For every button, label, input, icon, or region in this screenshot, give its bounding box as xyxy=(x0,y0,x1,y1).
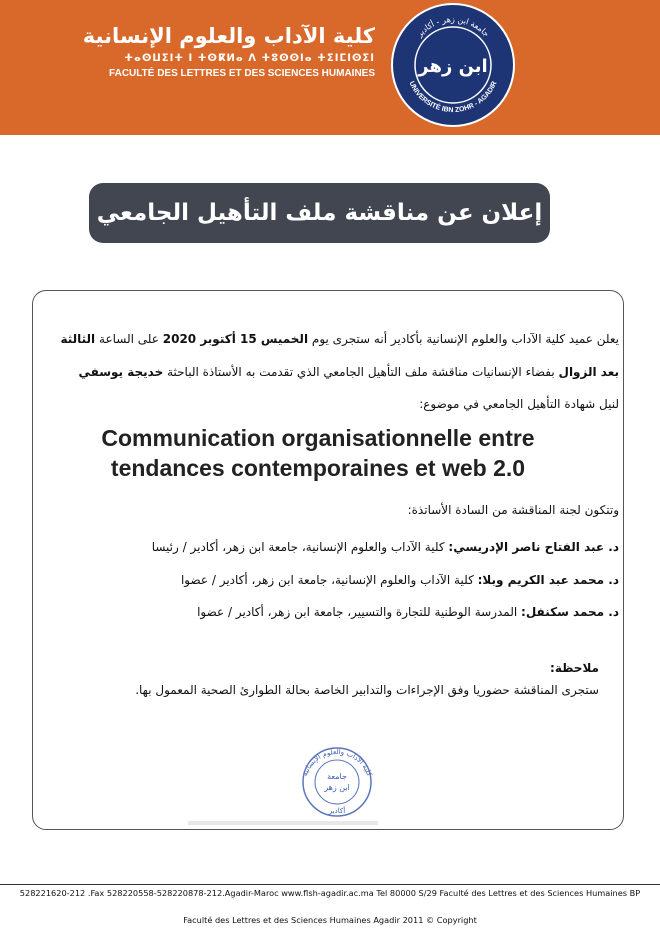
announcement-title-banner xyxy=(89,183,550,243)
seal-bottom-text: UNIVERSITÉ IBN ZOHR - AGADIR xyxy=(407,80,499,115)
body-line-1: يعلن عميد كلية الآداب والعلوم الإنسانية بأكادير أنه ستجرى يوم الخميس 15 أكتوبر 2020 على الساعة الثالثة xyxy=(60,332,619,346)
svg-text:جامعة: جامعة xyxy=(327,772,347,781)
seal-top-text: جامعة ابن زهر - أكادير xyxy=(414,14,492,39)
footer-divider xyxy=(0,884,660,885)
university-seal-logo xyxy=(390,2,516,128)
faculty-name-tifinagh: ⵜⴰⵙⵡⵉⵏⵜ ⵏ ⵜⵙⴽⵍⴰ ⴷ ⵜⵓⵙⵙⵏⴰ ⵜⵉⵏⵎⵏⵙⵉⵏ xyxy=(124,53,375,64)
svg-text:أكادير: أكادير xyxy=(328,807,346,815)
body-line-3: لنيل شهادة التأهيل الجامعي في موضوع: xyxy=(419,397,619,411)
signature-line xyxy=(188,821,378,825)
footer-copyright: Faculté des Lettres et des Sciences Humaines Agadir 2011 © Copyright xyxy=(183,915,477,925)
body-line-2: بعد الزوال بفضاء الإنسانيات مناقشة ملف التأهيل الجامعي الذي تقدمت به الأستاذة الباحثة خديجة يوسفي xyxy=(78,365,619,379)
committee-member-1: د. عبد الفتاح ناصر الإدريسي: كلية الآداب والعلوم الإنسانية، جامعة ابن زهر، أكادير / رئيسا xyxy=(151,540,619,554)
footer-contact: 528221620-212 .Fax 528220558-528220878-212.Agadir-Maroc www.flsh-agadir.ac.ma Tel 80000 S/29 Faculté des Lettres et des Sciences Humaines BP xyxy=(19,888,641,898)
committee-member-3: د. محمد سكنفل: المدرسة الوطنية للتجارة والتسيير، جامعة ابن زهر، أكادير / عضوا xyxy=(197,605,619,619)
faculty-name-french: FACULTÉ DES LETTRES ET DES SCIENCES HUMAINES xyxy=(109,68,375,79)
committee-member-2: د. محمد عبد الكريم وبلا: كلية الآداب والعلوم الإنسانية، جامعة ابن زهر، أكادير / عضوا xyxy=(180,573,619,587)
note-label: ملاحظة: xyxy=(550,661,599,675)
note-text: ستجرى المناقشة حضوريا وفق الإجراءات والتدابير الخاصة بحالة الطوارئ الصحية المعمول بها. xyxy=(135,683,599,697)
faculty-name-arabic: كلية الآداب والعلوم الإنسانية xyxy=(82,24,375,48)
announcement-title: إعلان عن مناقشة ملف التأهيل الجامعي xyxy=(96,200,543,226)
header-banner xyxy=(0,0,660,135)
thesis-title-line-2: tendances contemporaines et web 2.0 xyxy=(110,455,526,481)
faculty-stamp xyxy=(292,738,382,818)
svg-text:ابن زهر: ابن زهر xyxy=(324,783,350,792)
thesis-title-line-1: Communication organisationnelle entre xyxy=(101,425,535,451)
svg-text:كلية الآداب والعلوم الإنسانية: كلية الآداب والعلوم الإنسانية xyxy=(300,747,374,778)
committee-intro: وتتكون لجنة المناقشة من السادة الأساتذة: xyxy=(407,503,619,517)
seal-center-text: ابن زهر xyxy=(418,56,488,77)
